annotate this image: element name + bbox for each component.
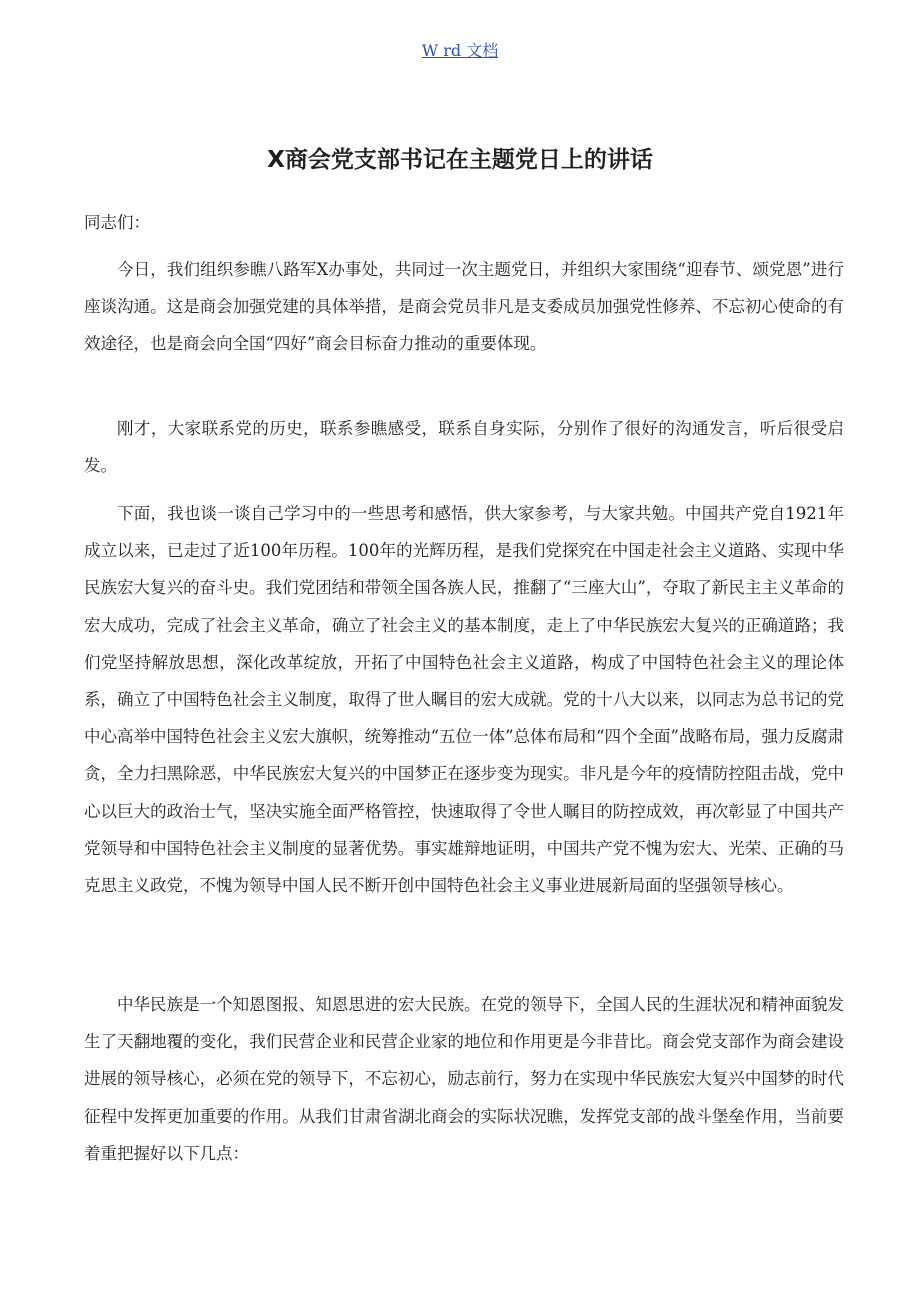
- page-header: [0, 40, 920, 62]
- salutation: 同志们：: [84, 213, 150, 232]
- document-title: X商会党支部书记在主题党日上的讲话: [267, 147, 653, 173]
- header-link[interactable]: W rd 文档: [421, 41, 499, 60]
- paragraph-2: 刚才，大家联系党的历史，联系参瞧感受，联系自身实际，分别作了很好的沟通发言，听后很受启发。: [84, 419, 844, 476]
- paragraph-3: 下面，我也谈一谈自己学习中的一些思考和感悟，供大家参考，与大家共勉。中国共产党自1921年成立以来，已走过了近100年历程。100年的光辉历程，是我们党探究在中国走社会主义道路、实现中华民族宏大复兴的奋斗史。我们党团结和带领全国各族人民，推翻了“三座大山”，夺取了新民主主义革命的宏大成功，完成了社会主义革命，确立了社会主义的基本制度，走上了中华民族宏大复兴的正确道路；我们党坚持解放思想，深化改革绽放，开拓了中国特色社会主义道路，构成了中国特色社会主义的理论体系，确立了中国特色社会主义制度，取得了世人瞩目的宏大成就。党的十八大以来，以同志为总书记的党中心高举中国特色社会主义宏大旗帜，统筹推动“五位一体”总体布局和“四个全面”战略布局，强力反腐肃贪，全力扫黑除恶，中华民族宏大复兴的中国梦正在逐步变为现实。非凡是今年的疫情防控阻击战，党中心以巨大的政治士气，坚决实施全面严格管控，快速取得了令世人瞩目的防控成效，再次彰显了中国共产党领导和中国特色社会主义制度的显著优势。事实雄辩地证明，中国共产党不愧为宏大、光荣、正确的马克思主义政党，不愧为领导中国人民不断开创中国特色社会主义事业进展新局面的坚强领导核心。: [84, 504, 844, 896]
- paragraph-4: 中华民族是一个知恩图报、知恩思进的宏大民族。在党的领导下，全国人民的生涯状况和精神面貌发生了天翻地覆的变化，我们民营企业和民营企业家的地位和作用更是今非昔比。商会党支部作为商会建设进展的领导核心，必须在党的领导下，不忘初心，励志前行，努力在实现中华民族宏大复兴中国梦的时代征程中发挥更加重要的作用。从我们甘肃省湖北商会的实际状况瞧，发挥党支部的战斗堡垒作用，当前要着重把握好以下几点：: [84, 995, 844, 1163]
- paragraph-1: 今日，我们组织参瞧八路军X办事处，共同过一次主题党日，并组织大家围绕“迎春节、颂党恩”进行座谈沟通。这是商会加强党建的具体举措，是商会党员非凡是支委成员加强党性修养、不忘初心使命的有效途径，也是商会向全国“四好”商会目标奋力推动的重要体现。: [84, 260, 844, 354]
